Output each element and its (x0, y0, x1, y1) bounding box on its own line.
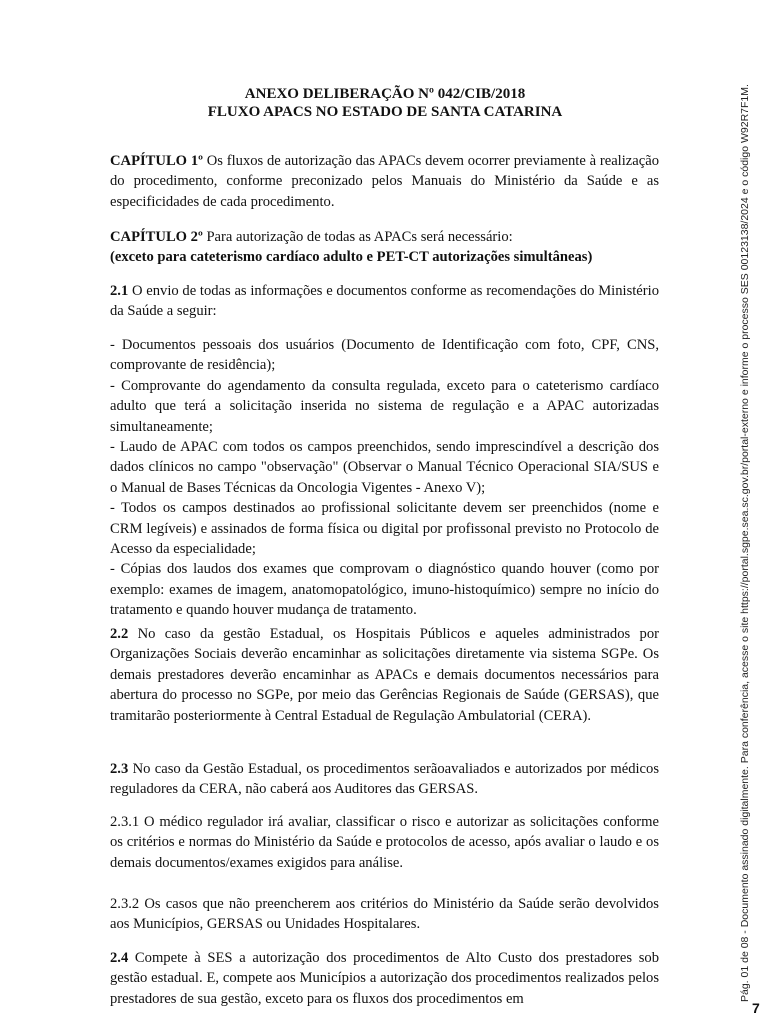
requirements-list (110, 335, 659, 621)
digital-signature-note: Pág. 01 de 08 - Documento assinado digitalmente. Para conferência, acesse o site https://portal.sgpe.sea.sc.gov.br/portal-externo e informe o processo SES 00123138/2024 e o código W92R7F1M. (739, 84, 751, 1002)
section-2-2-label: 2.2 (110, 626, 129, 642)
section-2-3-paragraph (110, 759, 659, 800)
section-2-2-text: No caso da gestão Estadual, os Hospitais Públicos e aqueles administrados por Organizações Sociais deverão encaminhar as solicitações diretamente via sistema SGPe. Os demais prestadores deverão encaminhar as APACs e demais documentos necessários para abertura do processo no SGPe, por meio das Gerências Regionais de Saúde (GERSAS), que tramitarão posteriormente à Central Estadual de Regulação Ambulatorial (CERA). (110, 626, 659, 724)
list-item: - Todos os campos destinados ao profissional solicitante devem ser preenchidos (nome e CRM legíveis) e assinados de forma física ou digital por profissonal previsto no Protocolo de Acesso da especialidade; (110, 500, 659, 558)
section-2-3-label: 2.3 (110, 761, 129, 777)
section-2-3-text: No caso da Gestão Estadual, os procedimentos serãoavaliados e autorizados por médicos reguladores da CERA, não caberá aos Auditores das GERSAS. (110, 761, 659, 798)
section-2-1-text: O envio de todas as informações e documentos conforme as recomendações do Ministério da Saúde a seguir: (110, 283, 659, 320)
section-2-1-label: 2.1 (110, 283, 129, 299)
section-2-2-paragraph (110, 624, 659, 726)
section-2-1-paragraph (110, 281, 659, 322)
chapter-2-note: (exceto para cateterismo cardíaco adulto e PET-CT autorizações simultâneas) (110, 249, 593, 266)
chapter-1-paragraph (110, 151, 659, 212)
section-2-4-label: 2.4 (110, 950, 129, 966)
chapter-2-paragraph (110, 227, 659, 268)
document-title: ANEXO DELIBERAÇÃO Nº 042/CIB/2018 (244, 86, 526, 102)
list-item: - Cópias dos laudos dos exames que comprovam o diagnóstico quando houver (como por exemplo: exames de imagem, anatomopatológico, imuno-histoquímico) sempre no início do tratamento e quando houver mudança de tratamento. (110, 561, 659, 619)
list-item: - Documentos pessoais dos usuários (Documento de Identificação com foto, CPF, CNS, comprovante de residência); (110, 337, 659, 374)
page-number: 7 (752, 1000, 760, 1016)
chapter-1-label: CAPÍTULO 1º (110, 153, 203, 169)
chapter-2-text: Para autorização de todas as APACs será necessário: (202, 229, 513, 245)
section-2-4-text: Compete à SES a autorização dos procedimentos de Alto Custo dos prestadores sob gestão estadual. E, compete aos Municípios a autorização dos procedimentos realizados pelos prestadores de sua gestão, exceto para os fluxos dos procedimentos em (110, 950, 659, 1007)
section-2-4-paragraph (110, 948, 659, 1009)
document-subtitle: FLUXO APACS NO ESTADO DE SANTA CATARINA (207, 104, 563, 120)
chapter-2-label: CAPÍTULO 2º (110, 229, 203, 245)
list-item: - Comprovante do agendamento da consulta regulada, exceto para o cateterismo cardíaco adulto que terá a solicitação inserida no sistema de regulação e a APAC autorizadas simultaneamente; (110, 377, 659, 435)
list-item: - Laudo de APAC com todos os campos preenchidos, sendo imprescindível a descrição dos dados clínicos no campo "observação" (Observar o Manual Técnico Operacional SIA/SUS e o Manual de Bases Técnicas da Oncologia Vigentes - Anexo V); (110, 439, 659, 496)
section-2-3-1-paragraph: 2.3.1 O médico regulador irá avaliar, classificar o risco e autorizar as solicitações conforme os critérios e normas do Ministério da Saúde e protocolos de acesso, após avaliar o laudo e os demais documentos/exames exigidos para análise. (110, 814, 659, 871)
chapter-1-text: Os fluxos de autorização das APACs devem ocorrer previamente à realização do procedimento, conforme preconizado pelos Manuais do Ministério da Saúde e as especificidades de cada procedimento. (110, 153, 659, 210)
section-2-3-2-paragraph: 2.3.2 Os casos que não preencherem aos critérios do Ministério da Saúde serão devolvidos aos Municípios, GERSAS ou Unidades Hospitalares. (110, 896, 659, 933)
